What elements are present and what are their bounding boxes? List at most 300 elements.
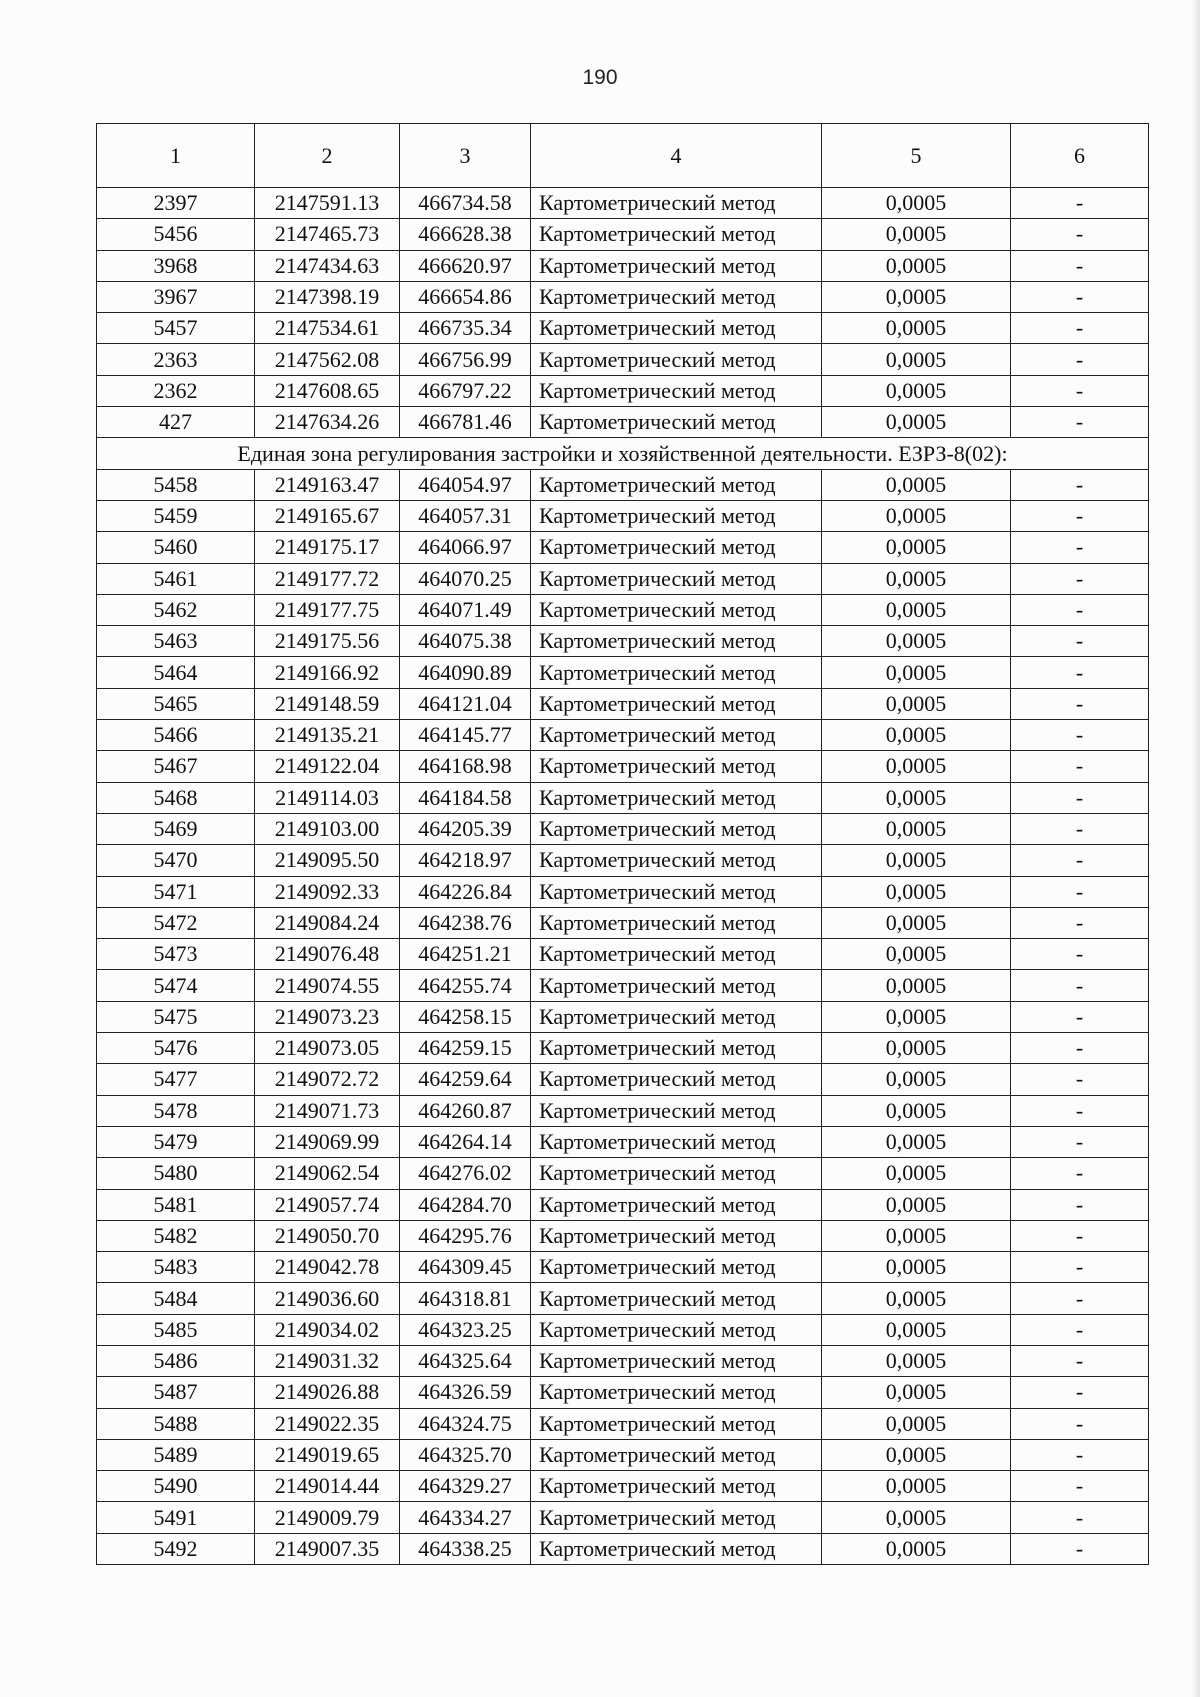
y-coordinate-cell: 464284.70 bbox=[400, 1189, 531, 1220]
note-cell: - bbox=[1011, 626, 1149, 657]
point-number-cell: 5463 bbox=[97, 626, 255, 657]
table-row bbox=[97, 1126, 1149, 1157]
table-row bbox=[97, 1439, 1149, 1470]
note-cell: - bbox=[1011, 1502, 1149, 1533]
x-coordinate-cell: 2149014.44 bbox=[255, 1471, 400, 1502]
table-row bbox=[97, 1158, 1149, 1189]
method-cell: Картометрический метод bbox=[531, 188, 822, 219]
y-coordinate-cell: 464070.25 bbox=[400, 563, 531, 594]
accuracy-cell: 0,0005 bbox=[822, 313, 1011, 344]
table-row bbox=[97, 626, 1149, 657]
method-cell: Картометрический метод bbox=[531, 782, 822, 813]
x-coordinate-cell: 2149177.72 bbox=[255, 563, 400, 594]
y-coordinate-cell: 464318.81 bbox=[400, 1283, 531, 1314]
table-row bbox=[97, 281, 1149, 312]
note-cell: - bbox=[1011, 1095, 1149, 1126]
y-coordinate-cell: 464255.74 bbox=[400, 970, 531, 1001]
y-coordinate-cell: 464145.77 bbox=[400, 720, 531, 751]
x-coordinate-cell: 2149019.65 bbox=[255, 1439, 400, 1470]
note-cell: - bbox=[1011, 657, 1149, 688]
x-coordinate-cell: 2147465.73 bbox=[255, 219, 400, 250]
accuracy-cell: 0,0005 bbox=[822, 1252, 1011, 1283]
point-number-cell: 5478 bbox=[97, 1095, 255, 1126]
x-coordinate-cell: 2149069.99 bbox=[255, 1126, 400, 1157]
method-cell: Картометрический метод bbox=[531, 1252, 822, 1283]
accuracy-cell: 0,0005 bbox=[822, 1408, 1011, 1439]
table-row bbox=[97, 970, 1149, 1001]
method-cell: Картометрический метод bbox=[531, 657, 822, 688]
method-cell: Картометрический метод bbox=[531, 1439, 822, 1470]
x-coordinate-cell: 2149076.48 bbox=[255, 939, 400, 970]
y-coordinate-cell: 464260.87 bbox=[400, 1095, 531, 1126]
point-number-cell: 5468 bbox=[97, 782, 255, 813]
method-cell: Картометрический метод bbox=[531, 344, 822, 375]
y-coordinate-cell: 464323.25 bbox=[400, 1314, 531, 1345]
point-number-cell: 5464 bbox=[97, 657, 255, 688]
method-cell: Картометрический метод bbox=[531, 1126, 822, 1157]
section-title: Единая зона регулирования застройки и хозяйственной деятельности. ЕЗРЗ-8(02): bbox=[97, 438, 1149, 469]
method-cell: Картометрический метод bbox=[531, 720, 822, 751]
point-number-cell: 2397 bbox=[97, 188, 255, 219]
method-cell: Картометрический метод bbox=[531, 845, 822, 876]
accuracy-cell: 0,0005 bbox=[822, 657, 1011, 688]
note-cell: - bbox=[1011, 1064, 1149, 1095]
table-row bbox=[97, 1377, 1149, 1408]
x-coordinate-cell: 2149073.05 bbox=[255, 1033, 400, 1064]
point-number-cell: 5489 bbox=[97, 1439, 255, 1470]
header-cell-5: 5 bbox=[822, 124, 1011, 188]
accuracy-cell: 0,0005 bbox=[822, 469, 1011, 500]
point-number-cell: 5479 bbox=[97, 1126, 255, 1157]
header-cell-1: 1 bbox=[97, 124, 255, 188]
note-cell: - bbox=[1011, 469, 1149, 500]
table-row bbox=[97, 1095, 1149, 1126]
table-row bbox=[97, 1408, 1149, 1439]
method-cell: Картометрический метод bbox=[531, 1345, 822, 1376]
table-row bbox=[97, 657, 1149, 688]
x-coordinate-cell: 2149072.72 bbox=[255, 1064, 400, 1095]
note-cell: - bbox=[1011, 1220, 1149, 1251]
table-row bbox=[97, 939, 1149, 970]
table-row bbox=[97, 313, 1149, 344]
table-row bbox=[97, 1064, 1149, 1095]
accuracy-cell: 0,0005 bbox=[822, 970, 1011, 1001]
note-cell: - bbox=[1011, 1377, 1149, 1408]
x-coordinate-cell: 2149084.24 bbox=[255, 907, 400, 938]
table-row bbox=[97, 407, 1149, 438]
point-number-cell: 5457 bbox=[97, 313, 255, 344]
method-cell: Картометрический метод bbox=[531, 313, 822, 344]
header-cell-4: 4 bbox=[531, 124, 822, 188]
y-coordinate-cell: 466628.38 bbox=[400, 219, 531, 250]
point-number-cell: 5480 bbox=[97, 1158, 255, 1189]
point-number-cell: 5467 bbox=[97, 751, 255, 782]
table-row bbox=[97, 907, 1149, 938]
table-row bbox=[97, 1533, 1149, 1564]
method-cell: Картометрический метод bbox=[531, 1033, 822, 1064]
note-cell: - bbox=[1011, 563, 1149, 594]
method-cell: Картометрический метод bbox=[531, 626, 822, 657]
note-cell: - bbox=[1011, 876, 1149, 907]
x-coordinate-cell: 2147562.08 bbox=[255, 344, 400, 375]
point-number-cell: 5487 bbox=[97, 1377, 255, 1408]
note-cell: - bbox=[1011, 1189, 1149, 1220]
accuracy-cell: 0,0005 bbox=[822, 375, 1011, 406]
x-coordinate-cell: 2149057.74 bbox=[255, 1189, 400, 1220]
note-cell: - bbox=[1011, 1533, 1149, 1564]
point-number-cell: 5484 bbox=[97, 1283, 255, 1314]
table-row bbox=[97, 250, 1149, 281]
point-number-cell: 2363 bbox=[97, 344, 255, 375]
y-coordinate-cell: 464226.84 bbox=[400, 876, 531, 907]
method-cell: Картометрический метод bbox=[531, 1064, 822, 1095]
x-coordinate-cell: 2149026.88 bbox=[255, 1377, 400, 1408]
table-row bbox=[97, 375, 1149, 406]
accuracy-cell: 0,0005 bbox=[822, 1533, 1011, 1564]
y-coordinate-cell: 464258.15 bbox=[400, 1001, 531, 1032]
x-coordinate-cell: 2149009.79 bbox=[255, 1502, 400, 1533]
accuracy-cell: 0,0005 bbox=[822, 1064, 1011, 1095]
table-row bbox=[97, 876, 1149, 907]
y-coordinate-cell: 464259.64 bbox=[400, 1064, 531, 1095]
note-cell: - bbox=[1011, 1314, 1149, 1345]
table-row bbox=[97, 563, 1149, 594]
accuracy-cell: 0,0005 bbox=[822, 594, 1011, 625]
accuracy-cell: 0,0005 bbox=[822, 1189, 1011, 1220]
table-row bbox=[97, 845, 1149, 876]
x-coordinate-cell: 2149007.35 bbox=[255, 1533, 400, 1564]
accuracy-cell: 0,0005 bbox=[822, 250, 1011, 281]
point-number-cell: 5473 bbox=[97, 939, 255, 970]
table-row bbox=[97, 1189, 1149, 1220]
table-row bbox=[97, 1252, 1149, 1283]
method-cell: Картометрический метод bbox=[531, 751, 822, 782]
accuracy-cell: 0,0005 bbox=[822, 939, 1011, 970]
point-number-cell: 3968 bbox=[97, 250, 255, 281]
method-cell: Картометрический метод bbox=[531, 1095, 822, 1126]
note-cell: - bbox=[1011, 532, 1149, 563]
accuracy-cell: 0,0005 bbox=[822, 1314, 1011, 1345]
x-coordinate-cell: 2149036.60 bbox=[255, 1283, 400, 1314]
point-number-cell: 5474 bbox=[97, 970, 255, 1001]
accuracy-cell: 0,0005 bbox=[822, 688, 1011, 719]
x-coordinate-cell: 2149114.03 bbox=[255, 782, 400, 813]
note-cell: - bbox=[1011, 1033, 1149, 1064]
accuracy-cell: 0,0005 bbox=[822, 219, 1011, 250]
point-number-cell: 427 bbox=[97, 407, 255, 438]
method-cell: Картометрический метод bbox=[531, 375, 822, 406]
section-row bbox=[97, 438, 1149, 469]
method-cell: Картометрический метод bbox=[531, 594, 822, 625]
y-coordinate-cell: 466781.46 bbox=[400, 407, 531, 438]
note-cell: - bbox=[1011, 907, 1149, 938]
accuracy-cell: 0,0005 bbox=[822, 813, 1011, 844]
y-coordinate-cell: 464057.31 bbox=[400, 500, 531, 531]
point-number-cell: 5461 bbox=[97, 563, 255, 594]
y-coordinate-cell: 464259.15 bbox=[400, 1033, 531, 1064]
table-row bbox=[97, 344, 1149, 375]
y-coordinate-cell: 464054.97 bbox=[400, 469, 531, 500]
method-cell: Картометрический метод bbox=[531, 907, 822, 938]
accuracy-cell: 0,0005 bbox=[822, 907, 1011, 938]
method-cell: Картометрический метод bbox=[531, 1502, 822, 1533]
accuracy-cell: 0,0005 bbox=[822, 188, 1011, 219]
table-row bbox=[97, 1001, 1149, 1032]
accuracy-cell: 0,0005 bbox=[822, 532, 1011, 563]
point-number-cell: 5490 bbox=[97, 1471, 255, 1502]
method-cell: Картометрический метод bbox=[531, 813, 822, 844]
x-coordinate-cell: 2147434.63 bbox=[255, 250, 400, 281]
method-cell: Картометрический метод bbox=[531, 500, 822, 531]
x-coordinate-cell: 2149148.59 bbox=[255, 688, 400, 719]
accuracy-cell: 0,0005 bbox=[822, 1158, 1011, 1189]
method-cell: Картометрический метод bbox=[531, 1314, 822, 1345]
method-cell: Картометрический метод bbox=[531, 1001, 822, 1032]
accuracy-cell: 0,0005 bbox=[822, 782, 1011, 813]
point-number-cell: 5465 bbox=[97, 688, 255, 719]
point-number-cell: 5475 bbox=[97, 1001, 255, 1032]
method-cell: Картометрический метод bbox=[531, 532, 822, 563]
point-number-cell: 5476 bbox=[97, 1033, 255, 1064]
x-coordinate-cell: 2147634.26 bbox=[255, 407, 400, 438]
note-cell: - bbox=[1011, 1001, 1149, 1032]
y-coordinate-cell: 464066.97 bbox=[400, 532, 531, 563]
x-coordinate-cell: 2149175.56 bbox=[255, 626, 400, 657]
table-row bbox=[97, 1283, 1149, 1314]
point-number-cell: 5482 bbox=[97, 1220, 255, 1251]
accuracy-cell: 0,0005 bbox=[822, 1095, 1011, 1126]
x-coordinate-cell: 2149092.33 bbox=[255, 876, 400, 907]
method-cell: Картометрический метод bbox=[531, 688, 822, 719]
accuracy-cell: 0,0005 bbox=[822, 720, 1011, 751]
y-coordinate-cell: 464326.59 bbox=[400, 1377, 531, 1408]
x-coordinate-cell: 2149071.73 bbox=[255, 1095, 400, 1126]
x-coordinate-cell: 2149022.35 bbox=[255, 1408, 400, 1439]
x-coordinate-cell: 2149074.55 bbox=[255, 970, 400, 1001]
coordinates-table-body bbox=[97, 124, 1149, 1565]
method-cell: Картометрический метод bbox=[531, 1408, 822, 1439]
accuracy-cell: 0,0005 bbox=[822, 751, 1011, 782]
point-number-cell: 5456 bbox=[97, 219, 255, 250]
page-edge-shadow bbox=[1190, 0, 1200, 1697]
table-row bbox=[97, 1502, 1149, 1533]
point-number-cell: 5466 bbox=[97, 720, 255, 751]
accuracy-cell: 0,0005 bbox=[822, 344, 1011, 375]
accuracy-cell: 0,0005 bbox=[822, 1283, 1011, 1314]
note-cell: - bbox=[1011, 375, 1149, 406]
y-coordinate-cell: 464264.14 bbox=[400, 1126, 531, 1157]
method-cell: Картометрический метод bbox=[531, 1471, 822, 1502]
x-coordinate-cell: 2147398.19 bbox=[255, 281, 400, 312]
x-coordinate-cell: 2149062.54 bbox=[255, 1158, 400, 1189]
y-coordinate-cell: 464238.76 bbox=[400, 907, 531, 938]
accuracy-cell: 0,0005 bbox=[822, 1033, 1011, 1064]
note-cell: - bbox=[1011, 407, 1149, 438]
accuracy-cell: 0,0005 bbox=[822, 1471, 1011, 1502]
page-number: 190 bbox=[582, 66, 618, 89]
table-row bbox=[97, 188, 1149, 219]
note-cell: - bbox=[1011, 782, 1149, 813]
y-coordinate-cell: 464121.04 bbox=[400, 688, 531, 719]
table-row bbox=[97, 594, 1149, 625]
table-row bbox=[97, 500, 1149, 531]
y-coordinate-cell: 464324.75 bbox=[400, 1408, 531, 1439]
y-coordinate-cell: 464071.49 bbox=[400, 594, 531, 625]
header-cell-3: 3 bbox=[400, 124, 531, 188]
point-number-cell: 5471 bbox=[97, 876, 255, 907]
table-row bbox=[97, 720, 1149, 751]
y-coordinate-cell: 464205.39 bbox=[400, 813, 531, 844]
note-cell: - bbox=[1011, 1408, 1149, 1439]
note-cell: - bbox=[1011, 594, 1149, 625]
note-cell: - bbox=[1011, 720, 1149, 751]
table-row bbox=[97, 1345, 1149, 1376]
y-coordinate-cell: 464329.27 bbox=[400, 1471, 531, 1502]
method-cell: Картометрический метод bbox=[531, 1189, 822, 1220]
note-cell: - bbox=[1011, 313, 1149, 344]
point-number-cell: 5488 bbox=[97, 1408, 255, 1439]
accuracy-cell: 0,0005 bbox=[822, 1001, 1011, 1032]
y-coordinate-cell: 464184.58 bbox=[400, 782, 531, 813]
y-coordinate-cell: 464325.64 bbox=[400, 1345, 531, 1376]
note-cell: - bbox=[1011, 1439, 1149, 1470]
x-coordinate-cell: 2147591.13 bbox=[255, 188, 400, 219]
y-coordinate-cell: 464090.89 bbox=[400, 657, 531, 688]
method-cell: Картометрический метод bbox=[531, 1533, 822, 1564]
y-coordinate-cell: 464334.27 bbox=[400, 1502, 531, 1533]
x-coordinate-cell: 2149122.04 bbox=[255, 751, 400, 782]
method-cell: Картометрический метод bbox=[531, 219, 822, 250]
header-cell-6: 6 bbox=[1011, 124, 1149, 188]
table-row bbox=[97, 1314, 1149, 1345]
x-coordinate-cell: 2149042.78 bbox=[255, 1252, 400, 1283]
method-cell: Картометрический метод bbox=[531, 876, 822, 907]
note-cell: - bbox=[1011, 1158, 1149, 1189]
point-number-cell: 5486 bbox=[97, 1345, 255, 1376]
note-cell: - bbox=[1011, 281, 1149, 312]
y-coordinate-cell: 466654.86 bbox=[400, 281, 531, 312]
point-number-cell: 5491 bbox=[97, 1502, 255, 1533]
x-coordinate-cell: 2147608.65 bbox=[255, 375, 400, 406]
point-number-cell: 5483 bbox=[97, 1252, 255, 1283]
table-row bbox=[97, 751, 1149, 782]
coordinates-table bbox=[96, 123, 1149, 1565]
y-coordinate-cell: 464075.38 bbox=[400, 626, 531, 657]
note-cell: - bbox=[1011, 1126, 1149, 1157]
point-number-cell: 5470 bbox=[97, 845, 255, 876]
accuracy-cell: 0,0005 bbox=[822, 626, 1011, 657]
method-cell: Картометрический метод bbox=[531, 1220, 822, 1251]
note-cell: - bbox=[1011, 751, 1149, 782]
method-cell: Картометрический метод bbox=[531, 939, 822, 970]
note-cell: - bbox=[1011, 250, 1149, 281]
note-cell: - bbox=[1011, 970, 1149, 1001]
note-cell: - bbox=[1011, 845, 1149, 876]
accuracy-cell: 0,0005 bbox=[822, 563, 1011, 594]
table-row bbox=[97, 219, 1149, 250]
table-row bbox=[97, 782, 1149, 813]
y-coordinate-cell: 464325.70 bbox=[400, 1439, 531, 1470]
y-coordinate-cell: 464218.97 bbox=[400, 845, 531, 876]
x-coordinate-cell: 2149166.92 bbox=[255, 657, 400, 688]
y-coordinate-cell: 466797.22 bbox=[400, 375, 531, 406]
accuracy-cell: 0,0005 bbox=[822, 1502, 1011, 1533]
method-cell: Картометрический метод bbox=[531, 1377, 822, 1408]
point-number-cell: 5458 bbox=[97, 469, 255, 500]
x-coordinate-cell: 2149031.32 bbox=[255, 1345, 400, 1376]
accuracy-cell: 0,0005 bbox=[822, 845, 1011, 876]
method-cell: Картометрический метод bbox=[531, 563, 822, 594]
note-cell: - bbox=[1011, 500, 1149, 531]
table-row bbox=[97, 469, 1149, 500]
note-cell: - bbox=[1011, 688, 1149, 719]
x-coordinate-cell: 2149175.17 bbox=[255, 532, 400, 563]
x-coordinate-cell: 2149050.70 bbox=[255, 1220, 400, 1251]
x-coordinate-cell: 2149073.23 bbox=[255, 1001, 400, 1032]
accuracy-cell: 0,0005 bbox=[822, 876, 1011, 907]
point-number-cell: 5460 bbox=[97, 532, 255, 563]
note-cell: - bbox=[1011, 1252, 1149, 1283]
table-row bbox=[97, 813, 1149, 844]
accuracy-cell: 0,0005 bbox=[822, 1345, 1011, 1376]
table-row bbox=[97, 532, 1149, 563]
y-coordinate-cell: 466734.58 bbox=[400, 188, 531, 219]
note-cell: - bbox=[1011, 1283, 1149, 1314]
table-row bbox=[97, 1220, 1149, 1251]
y-coordinate-cell: 464251.21 bbox=[400, 939, 531, 970]
point-number-cell: 3967 bbox=[97, 281, 255, 312]
accuracy-cell: 0,0005 bbox=[822, 1126, 1011, 1157]
point-number-cell: 5462 bbox=[97, 594, 255, 625]
accuracy-cell: 0,0005 bbox=[822, 1377, 1011, 1408]
x-coordinate-cell: 2147534.61 bbox=[255, 313, 400, 344]
y-coordinate-cell: 464168.98 bbox=[400, 751, 531, 782]
method-cell: Картометрический метод bbox=[531, 281, 822, 312]
note-cell: - bbox=[1011, 219, 1149, 250]
point-number-cell: 5477 bbox=[97, 1064, 255, 1095]
method-cell: Картометрический метод bbox=[531, 1158, 822, 1189]
point-number-cell: 5469 bbox=[97, 813, 255, 844]
x-coordinate-cell: 2149177.75 bbox=[255, 594, 400, 625]
accuracy-cell: 0,0005 bbox=[822, 1220, 1011, 1251]
table-row bbox=[97, 688, 1149, 719]
note-cell: - bbox=[1011, 344, 1149, 375]
y-coordinate-cell: 464338.25 bbox=[400, 1533, 531, 1564]
accuracy-cell: 0,0005 bbox=[822, 1439, 1011, 1470]
point-number-cell: 5472 bbox=[97, 907, 255, 938]
point-number-cell: 5485 bbox=[97, 1314, 255, 1345]
method-cell: Картометрический метод bbox=[531, 250, 822, 281]
point-number-cell: 5459 bbox=[97, 500, 255, 531]
accuracy-cell: 0,0005 bbox=[822, 281, 1011, 312]
method-cell: Картометрический метод bbox=[531, 1283, 822, 1314]
x-coordinate-cell: 2149163.47 bbox=[255, 469, 400, 500]
accuracy-cell: 0,0005 bbox=[822, 500, 1011, 531]
table-row bbox=[97, 1033, 1149, 1064]
point-number-cell: 2362 bbox=[97, 375, 255, 406]
method-cell: Картометрический метод bbox=[531, 469, 822, 500]
method-cell: Картометрический метод bbox=[531, 970, 822, 1001]
point-number-cell: 5492 bbox=[97, 1533, 255, 1564]
note-cell: - bbox=[1011, 813, 1149, 844]
note-cell: - bbox=[1011, 1345, 1149, 1376]
header-cell-2: 2 bbox=[255, 124, 400, 188]
x-coordinate-cell: 2149103.00 bbox=[255, 813, 400, 844]
x-coordinate-cell: 2149165.67 bbox=[255, 500, 400, 531]
y-coordinate-cell: 466620.97 bbox=[400, 250, 531, 281]
table-row bbox=[97, 1471, 1149, 1502]
method-cell: Картометрический метод bbox=[531, 407, 822, 438]
